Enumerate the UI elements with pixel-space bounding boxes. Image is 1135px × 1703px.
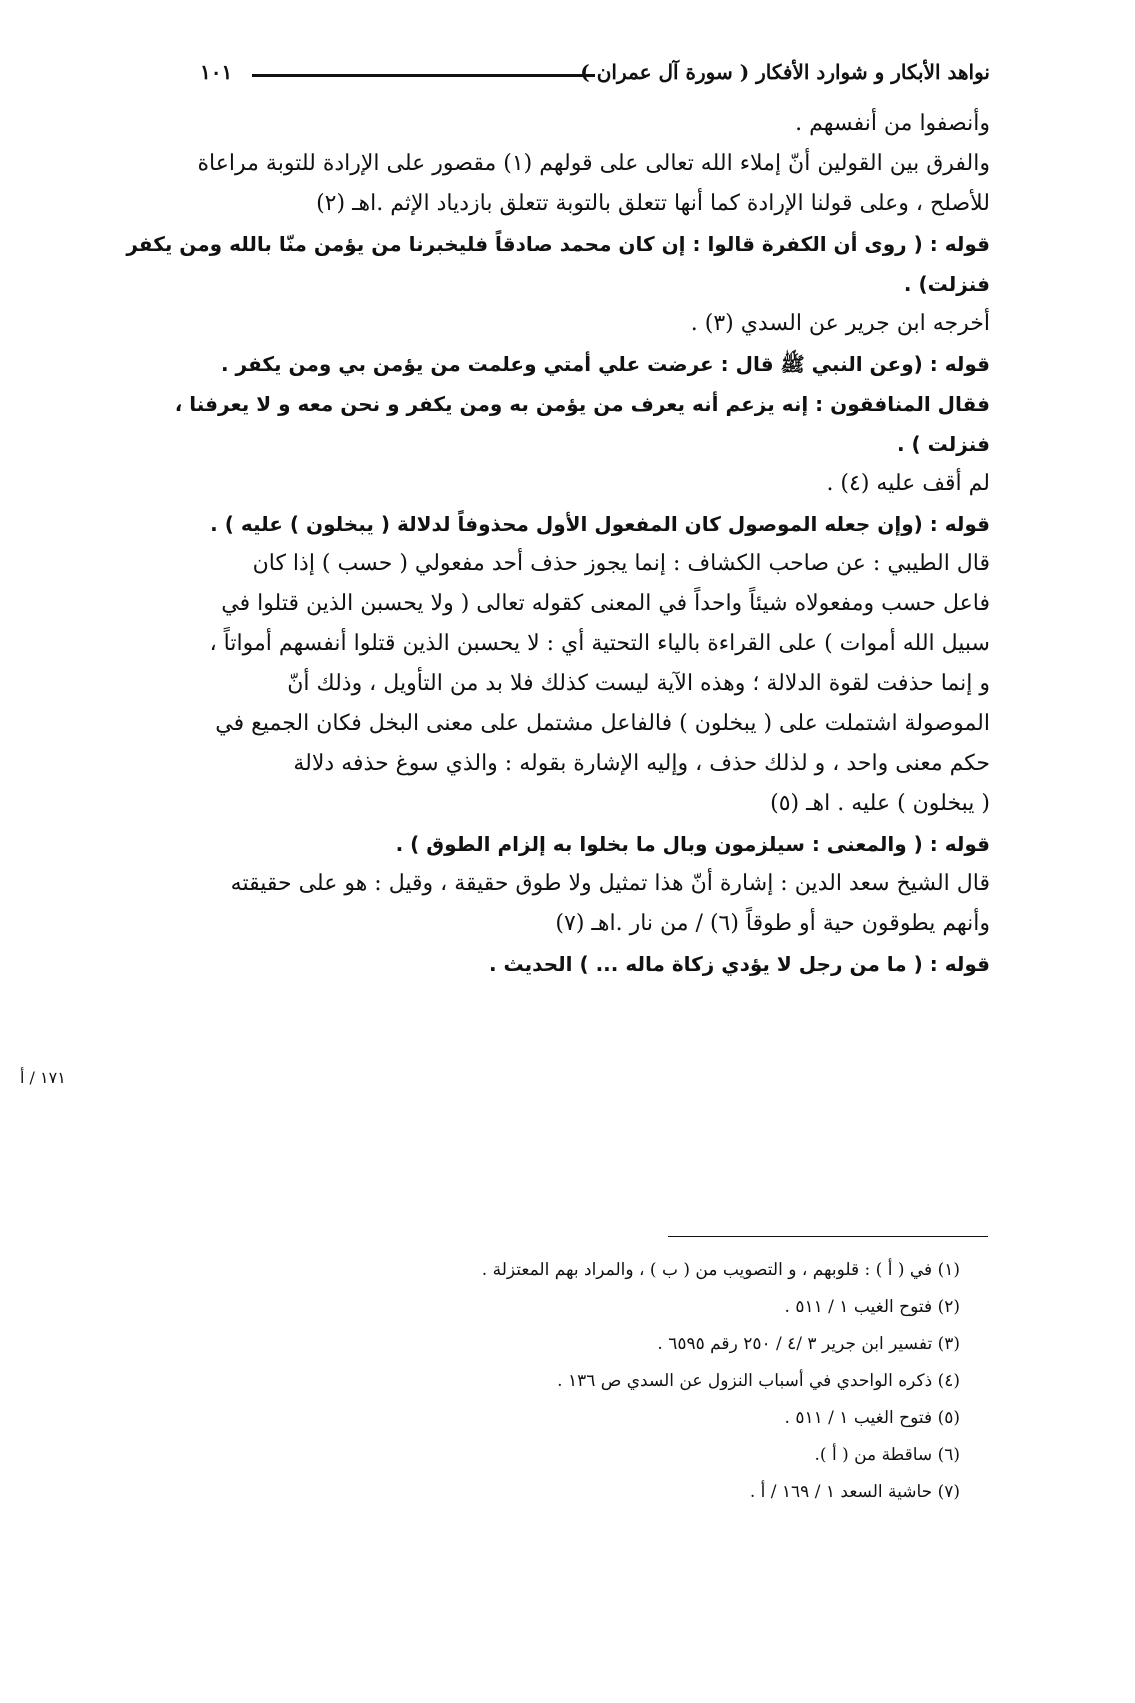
running-title: نواهد الأبكار و شوارد الأفكار ( سورة آل عمران ) [580,60,990,84]
margin-folio-note: ١٧١ / أ [20,1068,66,1087]
footnote-item: (٢) فتوح الغيب ١ / ٥١١ . [784,1297,960,1317]
text-line: الموصولة اشتملت على ( يبخلون ) فالفاعل مشتمل على معنى البخل فكان الجميع في [215,711,990,736]
text-line: و إنما حذفت لقوة الدلالة ؛ وهذه الآية ليست كذلك فلا بد من التأويل ، وذلك أنّ [287,671,990,696]
text-line: وأنصفوا من أنفسهم . [795,111,990,136]
quoted-heading-line: فقال المنافقون : إنه يزعم أنه يعرف من يؤمن به ومن يكفر و نحن معه و لا يعرفنا ، [174,392,990,416]
quoted-heading-line: فنزلت ) . [896,432,990,456]
footnote-separator [668,1236,988,1237]
text-line: فاعل حسب ومفعولاه شيئاً واحداً في المعنى كقوله تعالى ( ولا يحسبن الذين قتلوا في [221,591,990,616]
text-line: وأنهم يطوقون حية أو طوقاً (٦) / من نار .اهـ (٧) [555,911,990,936]
text-line: قال الشيخ سعد الدين : إشارة أنّ هذا تمثيل ولا طوق حقيقة ، وقيل : هو على حقيقته [230,871,990,896]
quoted-heading-line: فنزلت) . [903,272,990,296]
page-header [200,60,990,90]
text-line: لم أقف عليه (٤) . [826,471,990,496]
quoted-heading-line: قوله : ( روى أن الكفرة قالوا : إن كان محمد صادقاً فليخبرنا من يؤمن منّا بالله ومن يكفر [126,232,990,256]
text-line: للأصلح ، وعلى قولنا الإرادة كما أنها تتعلق بالتوبة تتعلق بازدياد الإثم .اهـ (٢) [316,191,990,216]
header-rule [252,74,595,77]
text-line: حكم معنى واحد ، و لذلك حذف ، وإليه الإشارة بقوله : والذي سوغ حذفه دلالة [293,751,990,776]
footnote-item: (٤) ذكره الواحدي في أسباب النزول عن السدي ص ١٣٦ . [557,1371,960,1391]
text-line: والفرق بين القولين أنّ إملاء الله تعالى على قولهم (١) مقصور على الإرادة للتوبة مراعاة [197,151,990,176]
footnote-item: (٣) تفسير ابن جرير ٣ /٤ / ٢٥٠ رقم ٦٥٩٥ . [657,1334,960,1354]
text-line: أخرجه ابن جرير عن السدي (٣) . [690,311,990,336]
quoted-heading-line: قوله : (وإن جعله الموصول كان المفعول الأول محذوفاً لدلالة ( يبخلون ) عليه ) . [210,512,990,536]
text-line: ( يبخلون ) عليه . اهـ (٥) [770,791,990,816]
footnote-item: (٦) ساقطة من ( أ ). [814,1445,960,1465]
footnote-item: (١) في ( أ ) : قلوبهم ، و التصويب من ( ب ) ، والمراد بهم المعتزلة . [481,1260,960,1280]
page-number: ١٠١ [200,60,233,84]
footnotes [260,1252,960,1511]
footnote-item: (٥) فتوح الغيب ١ / ٥١١ . [784,1408,960,1428]
footnote-item: (٧) حاشية السعد ١ / ١٦٩ / أ . [749,1482,960,1502]
quoted-heading-line: قوله : ( والمعنى : سيلزمون وبال ما بخلوا به إلزام الطوق ) . [395,832,990,856]
text-line: قال الطيبي : عن صاحب الكشاف : إنما يجوز حذف أحد مفعولي ( حسب ) إذا كان [252,551,990,576]
text-line: سبيل الله أموات ) على القراءة بالياء التحتية أي : لا يحسبن الذين قتلوا أنفسهم أمواتاً ، [209,631,990,656]
quoted-heading-line: قوله : (وعن النبي ﷺ قال : عرضت علي أمتي وعلمت من يؤمن بي ومن يكفر . [220,352,990,376]
quoted-heading-line: قوله : ( ما من رجل لا يؤدي زكاة ماله ... ) الحديث . [488,952,990,976]
main-text [126,104,990,984]
